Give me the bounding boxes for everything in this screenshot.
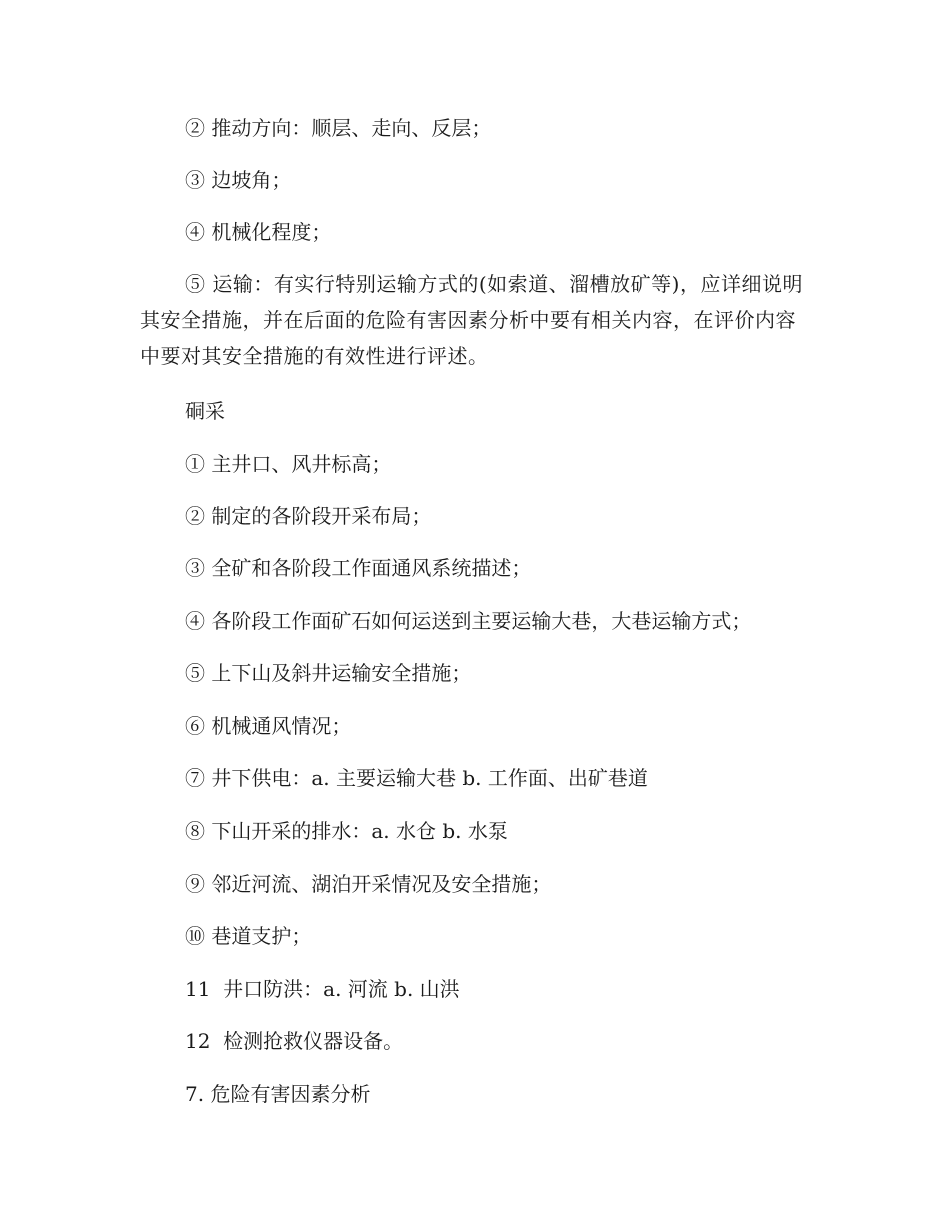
list-item: ⑦ 井下供电：a. 主要运输大巷 b. 工作面、出矿巷道	[185, 766, 648, 790]
list-item: ① 主井口、风井标高；	[185, 452, 392, 476]
list-item: ④ 各阶段工作面矿石如何运送到主要运输大巷，大巷运输方式；	[185, 609, 752, 633]
list-item: ⑤ 上下山及斜井运输安全措施；	[185, 661, 472, 685]
list-item: ⑨ 邻近河流、湖泊开采情况及安全措施；	[185, 872, 552, 896]
list-item: ⑥ 机械通风情况；	[185, 714, 352, 738]
list-item: 12 检测抢救仪器设备。	[185, 1029, 404, 1053]
list-item: ④ 机械化程度；	[185, 220, 332, 244]
section-heading: 硐采	[185, 399, 225, 423]
section-heading: 7. 危险有害因素分析	[185, 1082, 371, 1106]
list-item: ⑧ 下山开采的排水：a. 水仓 b. 水泵	[185, 819, 508, 843]
list-item: 11 井口防洪：a. 河流 b. 山洪	[185, 977, 460, 1001]
transport-paragraph: ⑤ 运输：有实行特别运输方式的(如索道、溜槽放矿等)，应详细说明其安全措施，并在后面的危险有害因素分析中要有相关内容，在评价内容中要对其安全措施的有效性进行评述。	[140, 272, 803, 368]
list-item: ⑩ 巷道支护；	[185, 924, 312, 948]
list-item: ③ 边坡角；	[185, 168, 292, 192]
list-item: ② 制定的各阶段开采布局；	[185, 504, 432, 528]
list-item: ③ 全矿和各阶段工作面通风系统描述；	[185, 556, 532, 580]
list-item: ② 推动方向：顺层、走向、反层；	[185, 116, 492, 140]
